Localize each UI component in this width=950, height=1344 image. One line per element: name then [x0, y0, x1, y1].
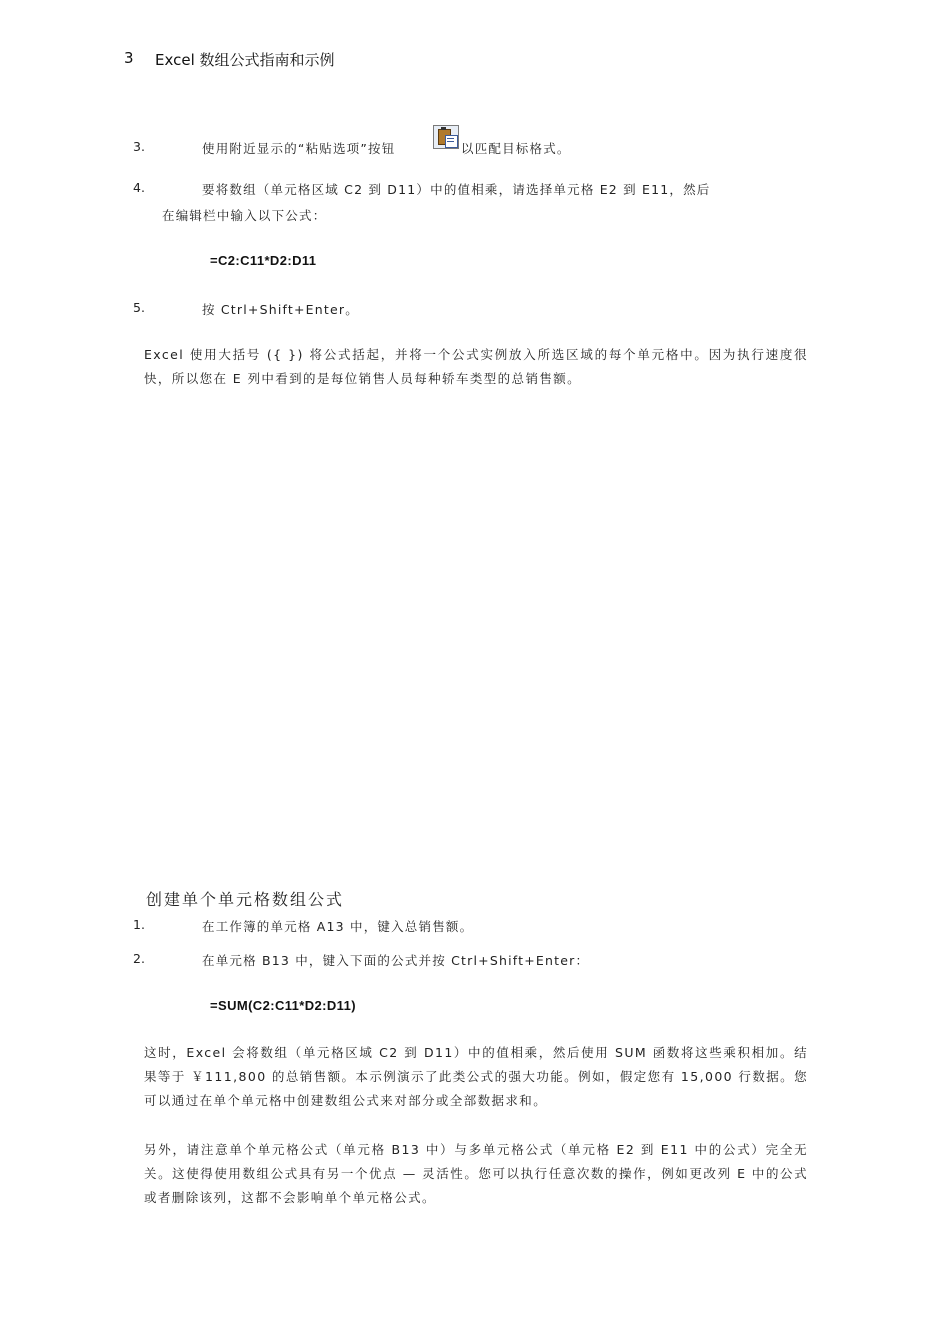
body-paragraph: 这时，Excel 会将数组（单元格区域 C2 到 D11）中的值相乘，然后使用 SUM 函数将这些乘积相加。结果等于 ￥111,800 的总销售额。本示例演示了此类公式的强大功能。例如，假定您有 15,000 行数据。您可以通过在单个单元格中创建数组公式来对部分或全部数据求和。 — [144, 1045, 808, 1108]
paste-options-icon — [433, 125, 459, 149]
step-number: 4. — [133, 180, 145, 195]
step-text: 要将数组（单元格区域 C2 到 D11）中的值相乘，请选择单元格 E2 到 E11，然后 — [202, 182, 711, 197]
step-number: 5. — [133, 300, 145, 315]
step-text: 在工作簿的单元格 A13 中，键入总销售额。 — [202, 919, 474, 934]
step-text: 按 Ctrl+Shift+Enter。 — [202, 302, 359, 317]
page-number: 3 — [124, 49, 134, 67]
formula: =C2:C11*D2:D11 — [210, 253, 317, 268]
body-paragraph: 另外，请注意单个单元格公式（单元格 B13 中）与多单元格公式（单元格 E2 到 E11 中的公式）完全无关。这使得使用数组公式具有另一个优点 — 灵活性。您可以执行任意次数的操作，例如更改列 E 中的公式或者删除该列，这都不会影响单个单元格公式。 — [144, 1142, 808, 1205]
step-text: 在编辑栏中输入以下公式： — [162, 208, 327, 223]
step-text: 使用附近显示的“粘贴选项”按钮 — [202, 141, 396, 156]
step-number: 3. — [133, 139, 145, 154]
step-number: 2. — [133, 951, 145, 966]
formula: =SUM(C2:C11*D2:D11) — [210, 998, 356, 1013]
step-text: 以匹配目标格式。 — [461, 141, 571, 156]
body-paragraph: Excel 使用大括号 ({ }) 将公式括起，并将一个公式实例放入所选区域的每个单元格中。因为执行速度很快，所以您在 E 列中看到的是每位销售人员每种轿车类型的总销售额。 — [144, 347, 808, 386]
section-heading: 创建单个单元格数组公式 — [146, 890, 345, 909]
step-text: 在单元格 B13 中，键入下面的公式并按 Ctrl+Shift+Enter： — [202, 953, 590, 968]
page-title: Excel 数组公式指南和示例 — [155, 51, 335, 69]
step-number: 1. — [133, 917, 145, 932]
